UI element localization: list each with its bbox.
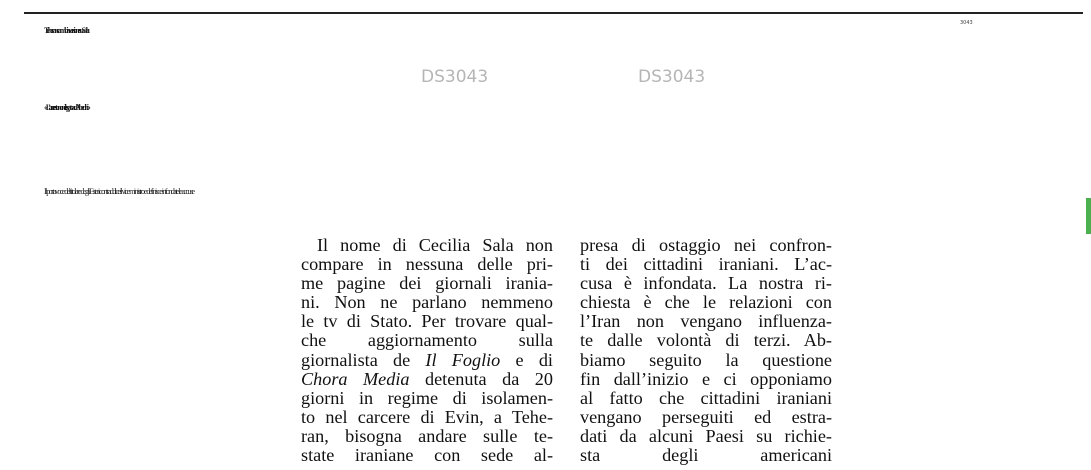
- article-line: ni. Non ne parlano nemmeno: [301, 292, 553, 313]
- headline-line-2: «L’arresto non è legato ad Abedini»: [44, 103, 89, 112]
- article-line: te dalle volontà di terzi. Ab-: [580, 330, 832, 351]
- article-line: le tv di Stato. Per trovare qual-: [301, 311, 553, 332]
- page-marker: 3043: [960, 20, 973, 26]
- article-text: detenuta da 20: [409, 368, 553, 389]
- article-line: compare in nessuna delle pri-: [301, 254, 553, 275]
- edge-color-mark: [1086, 198, 1091, 234]
- article-line: me pagine dei giornali irania-: [301, 273, 553, 294]
- article-line: to nel carcere di Evin, a Tehe-: [301, 406, 553, 427]
- article-line: ti dei cittadini iraniani. L’ac-: [580, 254, 832, 275]
- article-line: state iraniane con sede al-: [301, 445, 553, 466]
- article-column-1: [301, 236, 553, 465]
- article-text: giornalista de: [301, 349, 426, 370]
- article-line: giorni in regime di isolamen-: [301, 387, 553, 408]
- headline-line-1: Teheran cambia versione su Sala:: [44, 26, 88, 35]
- publication-name-chora-media: Chora Media: [301, 368, 410, 389]
- watermark-2: DS3043: [638, 67, 706, 87]
- article-line: che aggiornamento sulla: [301, 330, 553, 351]
- article-line: cusa è infondata. La nostra ri-: [580, 273, 832, 294]
- article-line: al fatto che cittadini iraniani: [580, 387, 832, 408]
- article-line: chiesta è che le relazioni con: [580, 292, 832, 313]
- article-line: presa di ostaggio nei confron-: [580, 235, 832, 255]
- article-line: fin dall’inizio e ci opponiamo: [580, 368, 832, 389]
- article-line: [301, 351, 553, 370]
- article-line: sta degli americani: [580, 445, 832, 466]
- article-line: l’Iran non vengano influenza-: [580, 311, 832, 332]
- article-line: biamo seguito la questione: [580, 349, 832, 370]
- article-line: [301, 370, 553, 389]
- top-rule: [24, 12, 1083, 14]
- article-line: Il nome di Cecilia Sala non: [317, 235, 553, 255]
- watermark-1: DS3043: [421, 67, 489, 87]
- subheadline: Il portavoce del titolare degli Esteri contraddice il vice ministro e definisce infondate le accuse: [44, 187, 194, 196]
- article-line: vengano perseguiti ed estra-: [580, 406, 832, 427]
- article-line: dati da alcuni Paesi su richie-: [580, 425, 832, 446]
- article-line: ran, bisogna andare sulle te-: [301, 425, 553, 446]
- article-column-2: [580, 236, 832, 465]
- publication-name-il-foglio: Il Foglio: [425, 349, 501, 370]
- article-text: e di: [500, 349, 553, 370]
